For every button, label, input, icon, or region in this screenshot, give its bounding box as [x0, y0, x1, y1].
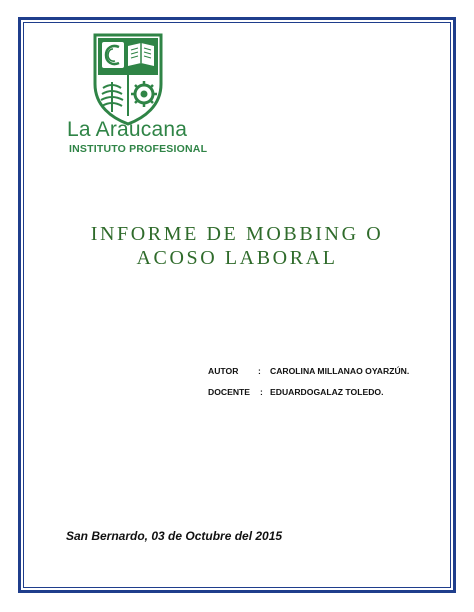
teacher-row — [208, 387, 383, 397]
page-border-inner — [23, 22, 451, 588]
teacher-value: EDUARDOGALAZ TOLEDO. — [270, 387, 384, 397]
title-line-1: INFORME DE MOBBING O — [90, 223, 384, 245]
teacher-separator: : — [260, 387, 263, 397]
author-label: AUTOR — [208, 366, 239, 376]
institution-name: La Araucana — [67, 118, 188, 141]
document-title — [40, 222, 434, 270]
author-separator: : — [258, 366, 261, 376]
institution-logo — [92, 32, 164, 126]
author-row — [208, 366, 409, 376]
institution-subtitle: INSTITUTO PROFESIONAL — [69, 143, 208, 155]
title-line-2: ACOSO LABORAL — [136, 247, 338, 269]
place-and-date: San Bernardo, 03 de Octubre del 2015 — [66, 529, 283, 543]
teacher-label: DOCENTE — [208, 387, 251, 397]
author-value: CAROLINA MILLANAO OYARZÚN. — [270, 366, 410, 376]
